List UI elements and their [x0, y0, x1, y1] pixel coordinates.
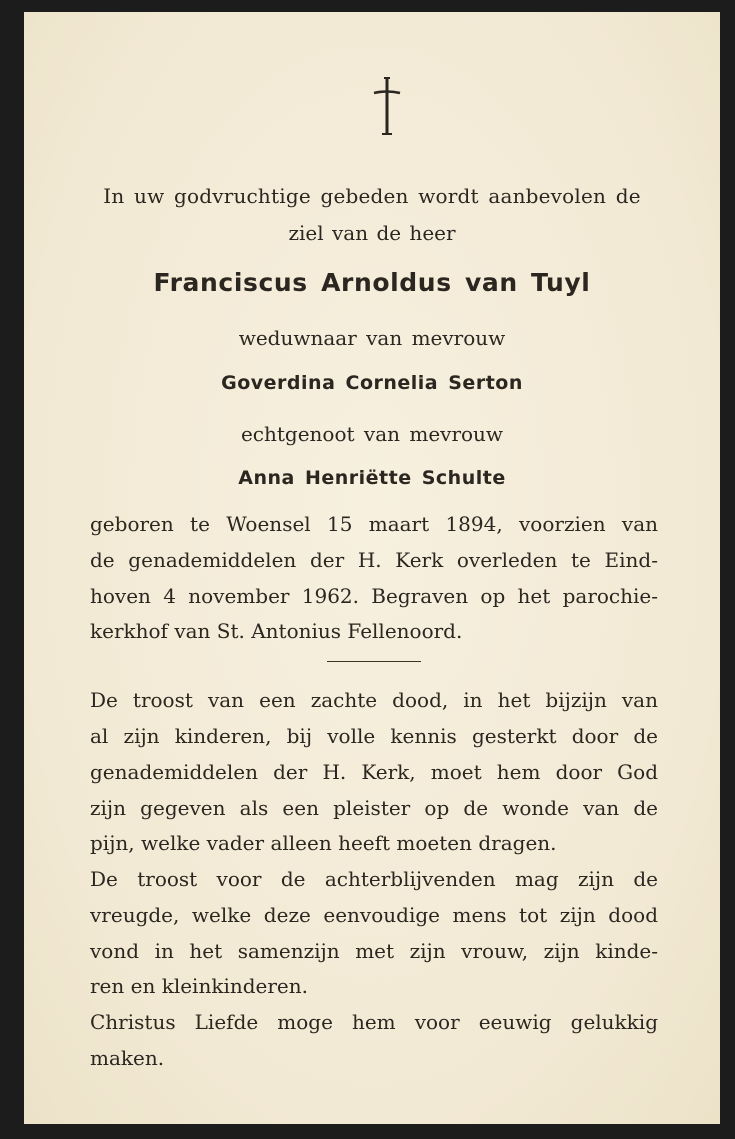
biography-line: hoven 4 november 1962. Begraven op het parochie-	[90, 584, 658, 608]
latin-cross-icon	[370, 76, 404, 136]
biography-line: geboren te Woensel 15 maart 1894, voorzien van	[90, 512, 658, 536]
reflection-line: De troost voor de achterblijvenden mag zijn de	[90, 867, 658, 891]
biography-line: kerkhof van St. Antonius Fellenoord.	[90, 619, 463, 643]
reflection-line: De troost van een zachte dood, in het bijzijn van	[90, 688, 658, 712]
reflection-line: vond in het samenzijn met zijn vrouw, zijn kinde-	[90, 939, 658, 963]
reflection-line: maken.	[90, 1046, 165, 1070]
reflection-line: Christus Liefde moge hem voor eeuwig gelukkig	[90, 1010, 658, 1034]
intro-line-1: In uw godvruchtige gebeden wordt aanbevolen de	[103, 184, 641, 208]
relation-widower: weduwnaar van mevrouw	[238, 326, 506, 350]
reflection-line: ren en kleinkinderen.	[90, 974, 309, 998]
reflection-line: zijn gegeven als een pleister op de wonde van de	[90, 796, 658, 820]
relation-husband: echtgenoot van mevrouw	[240, 422, 504, 446]
card-paper	[24, 12, 720, 1124]
first-spouse-name: Goverdina Cornelia Serton	[221, 372, 523, 394]
second-spouse-name: Anna Henriëtte Schulte	[238, 467, 506, 489]
section-divider	[327, 661, 421, 662]
reflection-line: genademiddelen der H. Kerk, moet hem door God	[90, 760, 658, 784]
deceased-name: Franciscus Arnoldus van Tuyl	[153, 268, 591, 297]
biography-line: de genademiddelen der H. Kerk overleden te Eind-	[90, 548, 658, 572]
reflection-line: al zijn kinderen, bij volle kennis gesterkt door de	[90, 724, 658, 748]
intro-line-2: ziel van de heer	[288, 221, 456, 245]
reflection-line: pijn, welke vader alleen heeft moeten dragen.	[90, 831, 557, 855]
reflection-line: vreugde, welke deze eenvoudige mens tot zijn dood	[90, 903, 658, 927]
